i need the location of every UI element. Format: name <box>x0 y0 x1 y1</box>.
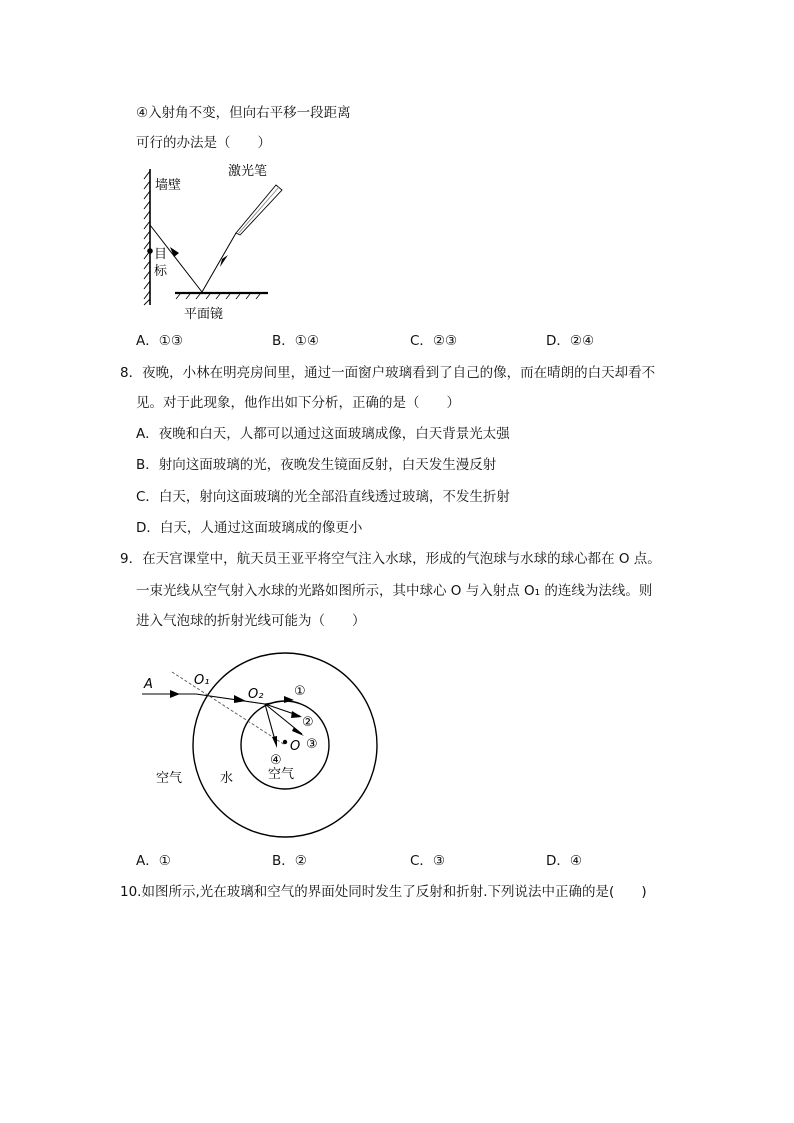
q8-option-c[interactable]: C．白天，射向这面玻璃的光全部沿直线透过玻璃，不发生折射 <box>136 489 510 505</box>
ray-4-arrow <box>272 736 277 748</box>
q8-option-d[interactable]: D．白天，人通过这面玻璃成的像更小 <box>136 520 363 536</box>
wall-hatching <box>144 171 150 305</box>
q9-stem-line-2: 一束光线从空气射入水球的光路如图所示，其中球心 O 与入射点 O₁ 的连线为法线。则 <box>136 583 653 599</box>
q9-bubble-figure <box>130 640 400 840</box>
label-o2: O₂ <box>248 687 264 702</box>
q7-prompt: 可行的办法是（ ） <box>136 135 271 151</box>
q7-item-4: ④入射角不变，但向右平移一段距离 <box>136 105 351 121</box>
q7-option-d[interactable]: D．②④ <box>546 333 595 349</box>
label-ray-4: ④ <box>270 753 282 768</box>
label-o: O <box>290 739 301 754</box>
label-ray-3: ③ <box>306 737 318 752</box>
laser-pen <box>236 185 282 235</box>
q8-stem-line-2: 见。对于此现象，他作出如下分析，正确的是（ ） <box>136 395 460 411</box>
laser-label: 激光笔 <box>228 164 268 179</box>
target-dot <box>147 248 153 254</box>
q9-option-c[interactable]: C．③ <box>410 853 446 869</box>
water-ray-arrow <box>234 695 246 703</box>
mirror-hatching <box>176 294 260 299</box>
label-a: A <box>144 677 153 692</box>
q9-option-b[interactable]: B．② <box>272 853 307 869</box>
q7-option-a[interactable]: A．①③ <box>136 333 183 349</box>
normal-line <box>172 672 285 745</box>
q9-stem-line-1: 9．在天宫课堂中，航天员王亚平将空气注入水球，形成的气泡球与水球的球心都在 O 点。 <box>120 551 661 567</box>
label-ray-2: ② <box>302 715 314 730</box>
q9-stem-line-3: 进入气泡球的折射光线可能为（ ） <box>136 613 366 629</box>
label-water: 水 <box>220 771 234 786</box>
wall-label: 墙壁 <box>155 178 182 193</box>
q8-option-a[interactable]: A．夜晚和白天，人都可以通过这面玻璃成像，白天背景光太强 <box>136 426 510 442</box>
q10-stem: 10.如图所示,光在玻璃和空气的界面处同时发生了反射和折射.下列说法中正确的是( ) <box>120 884 647 900</box>
label-o1: O₁ <box>194 673 210 688</box>
q8-stem-line-1: 8．夜晚，小林在明亮房间里，通过一面窗户玻璃看到了自己的像，而在晴朗的白天却看不 <box>120 365 656 381</box>
label-ray-1: ① <box>294 684 306 699</box>
q9-option-d[interactable]: D．④ <box>546 853 582 869</box>
incident-arrow <box>220 255 228 267</box>
q8-option-b[interactable]: B．射向这面玻璃的光，夜晚发生镜面反射，白天发生漫反射 <box>136 457 497 473</box>
label-air-inner: 空气 <box>268 767 295 782</box>
q7-option-c[interactable]: C．②③ <box>410 333 458 349</box>
mirror-label: 平面镜 <box>184 307 224 322</box>
incident-ray <box>202 233 236 292</box>
q7-mirror-figure <box>130 155 290 325</box>
target-label-2: 标 <box>154 264 168 279</box>
incident-arrow-a <box>170 690 180 698</box>
center-o <box>283 740 287 744</box>
ray-2-arrow <box>291 711 302 718</box>
q7-option-b[interactable]: B．①④ <box>272 333 319 349</box>
q9-option-a[interactable]: A．① <box>136 853 171 869</box>
label-air-outer: 空气 <box>156 771 183 786</box>
target-label-1: 目 <box>154 247 168 262</box>
